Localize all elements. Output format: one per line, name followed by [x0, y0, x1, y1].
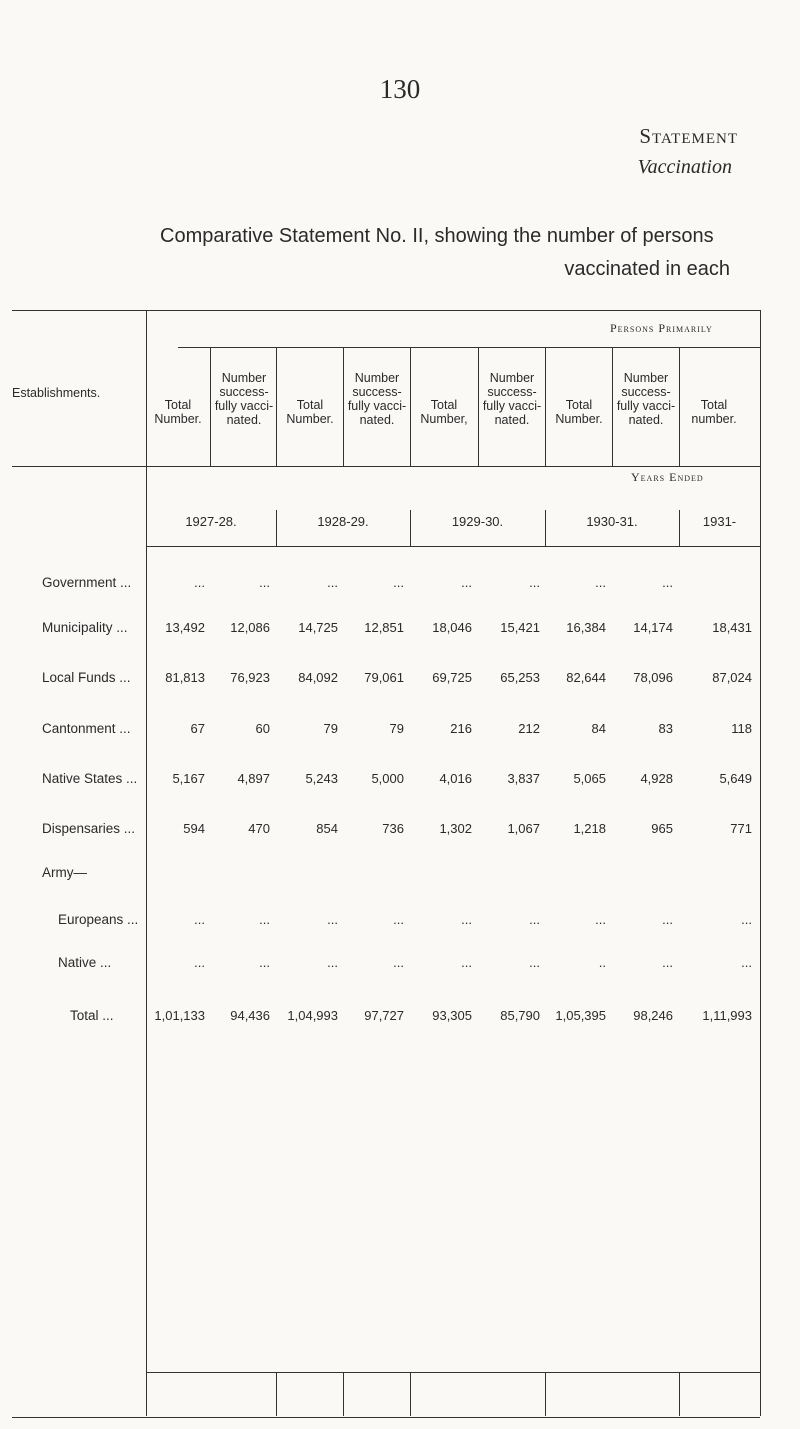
table-cell: 1,11,993 — [702, 1008, 752, 1023]
table-cell: 5,000 — [371, 771, 404, 786]
table-cell: 594 — [183, 821, 205, 836]
table-cell: ... — [327, 912, 338, 927]
establishments-header: Establishments. — [12, 386, 101, 400]
table-cell: 470 — [248, 821, 270, 836]
header-bottom-rule — [12, 466, 760, 467]
table-cell: ... — [741, 955, 752, 970]
table-cell: ... — [461, 912, 472, 927]
table-cell: 18,431 — [712, 620, 752, 635]
table-cell: ... — [194, 912, 205, 927]
row-label-native-states: Native States ... — [42, 771, 138, 786]
table-cell: 14,174 — [633, 620, 673, 635]
col-header-success: Number success- fully vacci- nated. — [347, 371, 407, 427]
col-divider — [210, 347, 211, 466]
table-cell: 12,086 — [230, 620, 270, 635]
year-label: 1928-29. — [317, 514, 369, 529]
table-cell: ... — [393, 575, 404, 590]
col-header-success: Number success- fully vacci- nated. — [214, 371, 274, 427]
table-cell: 84,092 — [298, 670, 338, 685]
table-cell: 87,024 — [712, 670, 752, 685]
table-cell: 1,04,993 — [287, 1008, 338, 1023]
table-cell: 65,253 — [500, 670, 540, 685]
years-bottom-rule — [146, 546, 760, 547]
table-cell: ... — [662, 955, 673, 970]
table-cell: 212 — [518, 721, 540, 736]
table-cell: ... — [327, 955, 338, 970]
body-col-divider — [343, 1372, 344, 1416]
table-cell: 1,067 — [507, 821, 540, 836]
table-cell: 771 — [730, 821, 752, 836]
table-cell: ... — [194, 575, 205, 590]
table-cell: ... — [662, 575, 673, 590]
table-cell: 216 — [450, 721, 472, 736]
table-cell: 76,923 — [230, 670, 270, 685]
page-number: 130 — [379, 74, 421, 104]
table-cell: ... — [259, 575, 270, 590]
col-divider — [545, 347, 546, 466]
table-cell: 1,218 — [573, 821, 606, 836]
body-col-divider — [410, 1372, 411, 1416]
body-col-divider — [679, 1372, 680, 1416]
table-cell: 69,725 — [432, 670, 472, 685]
table-cell: .. — [598, 955, 606, 970]
body-col-divider — [276, 1372, 277, 1416]
col-divider — [679, 347, 680, 466]
table-cell: 60 — [255, 721, 270, 736]
col-header-total: Total Number. — [154, 398, 202, 426]
table-cell: ... — [393, 955, 404, 970]
table-cell: 79,061 — [364, 670, 404, 685]
table-cell: ... — [461, 575, 472, 590]
table-cell: ... — [595, 912, 606, 927]
col-header-total: Total Number. — [555, 398, 603, 426]
total-rule — [146, 1372, 760, 1373]
group-header-rule — [178, 347, 760, 348]
table-cell: ... — [595, 575, 606, 590]
table-cell: 83 — [658, 721, 673, 736]
row-label-europeans: Europeans ... — [58, 912, 139, 927]
table-cell: 3,837 — [507, 771, 540, 786]
row-label-government: Government ... — [42, 575, 132, 590]
year-label: 1929-30. — [451, 514, 504, 529]
persons-primarily-header: Persons Primarily — [610, 321, 713, 335]
row-label-total: Total ... — [70, 1008, 114, 1023]
col-header-success: Number success- fully vacci- nated. — [616, 371, 676, 427]
table-cell: 79 — [389, 721, 404, 736]
table-cell: 5,649 — [719, 771, 752, 786]
table-cell: 4,016 — [439, 771, 472, 786]
table-cell: 1,01,133 — [154, 1008, 205, 1023]
table-cell: ... — [393, 912, 404, 927]
table-cell: 965 — [651, 821, 673, 836]
col-header-success: Number success- fully vacci- nated. — [482, 371, 542, 427]
row-label-native: Native ... — [58, 955, 112, 970]
col-header-total: Total Number, — [420, 398, 468, 426]
table-cell: 16,384 — [566, 620, 606, 635]
table-cell: 82,644 — [566, 670, 606, 685]
table-cell: 18,046 — [432, 620, 472, 635]
table-cell: 81,813 — [165, 670, 205, 685]
statement-title: Statement — [639, 124, 738, 148]
table-cell: ... — [194, 955, 205, 970]
table-cell: ... — [529, 955, 540, 970]
col-divider — [410, 347, 411, 466]
caption-line-2: vaccinated in each — [564, 258, 730, 280]
row-label-army: Army— — [42, 865, 87, 880]
table-cell: 93,305 — [432, 1008, 472, 1023]
year-label: 1931- — [702, 514, 737, 529]
col-divider — [478, 347, 479, 466]
table-cell: 85,790 — [500, 1008, 540, 1023]
table-cell: ... — [529, 912, 540, 927]
table-cell: ... — [662, 912, 673, 927]
table-cell: 854 — [316, 821, 338, 836]
row-label-dispensaries: Dispensaries ... — [42, 821, 136, 836]
row-label-cantonment: Cantonment ... — [42, 721, 131, 736]
table-cell: ... — [327, 575, 338, 590]
table-cell: 84 — [591, 721, 606, 736]
table-cell: 4,897 — [237, 771, 270, 786]
table-cell: 1,05,395 — [555, 1008, 606, 1023]
vaccination-subtitle: Vaccination — [637, 156, 732, 178]
table-cell: 5,167 — [172, 771, 205, 786]
table-cell: 67 — [190, 721, 205, 736]
body-col-divider — [545, 1372, 546, 1416]
table-cell: 94,436 — [230, 1008, 270, 1023]
table-cell: 15,421 — [500, 620, 540, 635]
table-cell: 14,725 — [298, 620, 338, 635]
table-cell: ... — [741, 912, 752, 927]
table-cell: 97,727 — [364, 1008, 404, 1023]
year-label: 1927-28. — [185, 514, 237, 529]
establishments-divider — [146, 310, 147, 1416]
table-cell: ... — [529, 575, 540, 590]
table-cell: 4,928 — [640, 771, 673, 786]
year-label: 1930-31. — [586, 514, 638, 529]
col-divider — [612, 347, 613, 466]
table-cell: ... — [259, 912, 270, 927]
col-divider — [343, 347, 344, 466]
table-cell: 79 — [323, 721, 338, 736]
table-right-border — [760, 310, 761, 1416]
caption-line-1: Comparative Statement No. II, showing the number of persons — [160, 225, 714, 247]
table-cell: ... — [461, 955, 472, 970]
years-ended-header: Years Ended — [631, 470, 704, 484]
row-label-local-funds: Local Funds ... — [42, 670, 131, 685]
table-cell: ... — [259, 955, 270, 970]
table-cell: 98,246 — [633, 1008, 673, 1023]
table-cell: 736 — [382, 821, 404, 836]
row-label-municipality: Municipality ... — [42, 620, 128, 635]
table-cell: 12,851 — [364, 620, 404, 635]
table-cell: 1,302 — [439, 821, 472, 836]
table-cell: 118 — [731, 721, 752, 736]
table-cell: 5,243 — [305, 771, 338, 786]
table-cell: 5,065 — [573, 771, 606, 786]
table-cell: 78,096 — [633, 670, 673, 685]
col-divider — [276, 347, 277, 466]
table-cell: 13,492 — [165, 620, 205, 635]
col-header-total: Total number. — [691, 398, 737, 426]
col-header-total: Total Number. — [286, 398, 334, 426]
